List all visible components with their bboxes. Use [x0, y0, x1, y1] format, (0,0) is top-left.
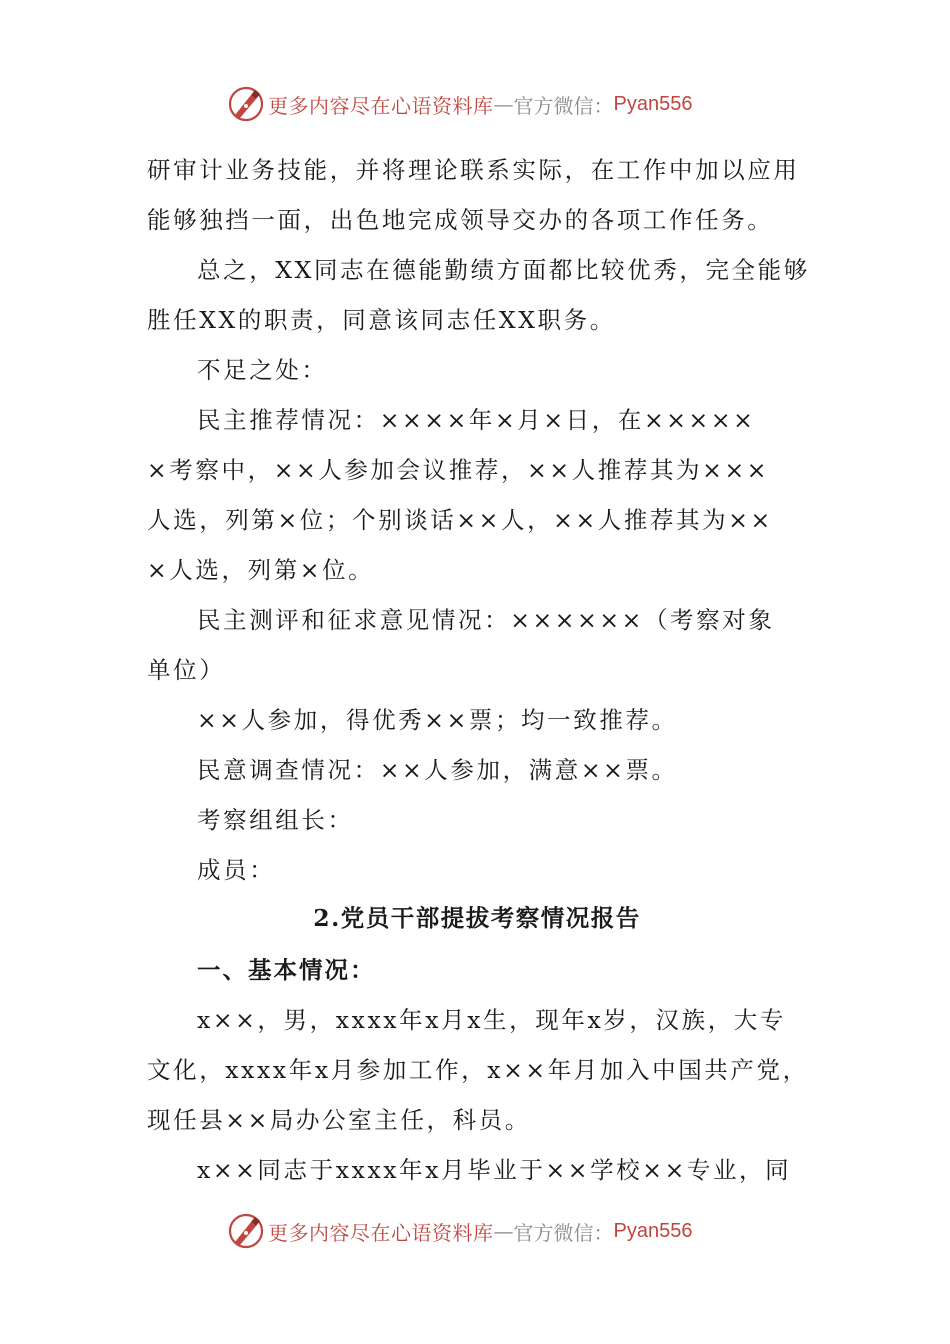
body-line: ××人参加，得优秀××票；均一致推荐。: [197, 706, 678, 734]
body-line: x××，男，xxxx年x月x生，现年x岁，汉族，大专: [197, 1006, 787, 1034]
body-line: 总之，XX同志在德能勤绩方面都比较优秀，完全能够: [197, 256, 810, 284]
body-line: 考察组组长：: [197, 806, 354, 834]
section-title: 2.党员干部提拔考察情况报告: [313, 904, 641, 932]
body-line: ×考察中，××人参加会议推荐，××人推荐其为×××: [147, 456, 770, 484]
subsection-title: 一、基本情况：: [197, 956, 376, 984]
body-line: 文化，xxxx年x月参加工作，x××年月加入中国共产党，: [147, 1056, 809, 1084]
body-line: 研审计业务技能，并将理论联系实际，在工作中加以应用: [147, 156, 800, 184]
body-line: 人选，列第×位；个别谈话××人，××人推荐其为××: [147, 506, 773, 534]
header-watermark-banner: [226, 84, 692, 124]
body-line: 不足之处：: [197, 356, 328, 384]
body-line: 胜任XX的职责，同意该同志任XX职务。: [147, 306, 616, 334]
pen-nib-circle-icon: [226, 1211, 266, 1251]
brand-name: 更多内容尽在心语资料库: [268, 1220, 494, 1245]
wechat-id: Pyan556: [613, 1219, 693, 1242]
body-line: 成员：: [197, 856, 276, 884]
body-line: 能够独挡一面，出色地完成领导交办的各项工作任务。: [147, 206, 774, 234]
body-line: x××同志于xxxx年x月毕业于××学校××专业，同: [197, 1156, 792, 1184]
body-line: 民主测评和征求意见情况：××××××（考察对象: [197, 606, 775, 634]
wechat-id: Pyan556: [613, 92, 693, 115]
banner-dash: —: [493, 92, 514, 116]
body-line: 民主推荐情况：××××年×月×日，在×××××: [197, 406, 756, 434]
body-line: 单位）: [147, 656, 226, 684]
brand-name: 更多内容尽在心语资料库: [268, 93, 494, 118]
body-line: 民意调查情况：××人参加，满意××票。: [197, 756, 678, 784]
body-line: 现任县××局办公室主任，科员。: [147, 1106, 531, 1134]
footer-watermark-banner: [226, 1211, 692, 1251]
banner-dash: —: [493, 1219, 514, 1243]
wechat-label: 官方微信：: [513, 93, 614, 118]
wechat-label: 官方微信：: [513, 1220, 614, 1245]
body-line: ×人选，列第×位。: [147, 556, 375, 584]
pen-nib-circle-icon: [226, 84, 266, 124]
